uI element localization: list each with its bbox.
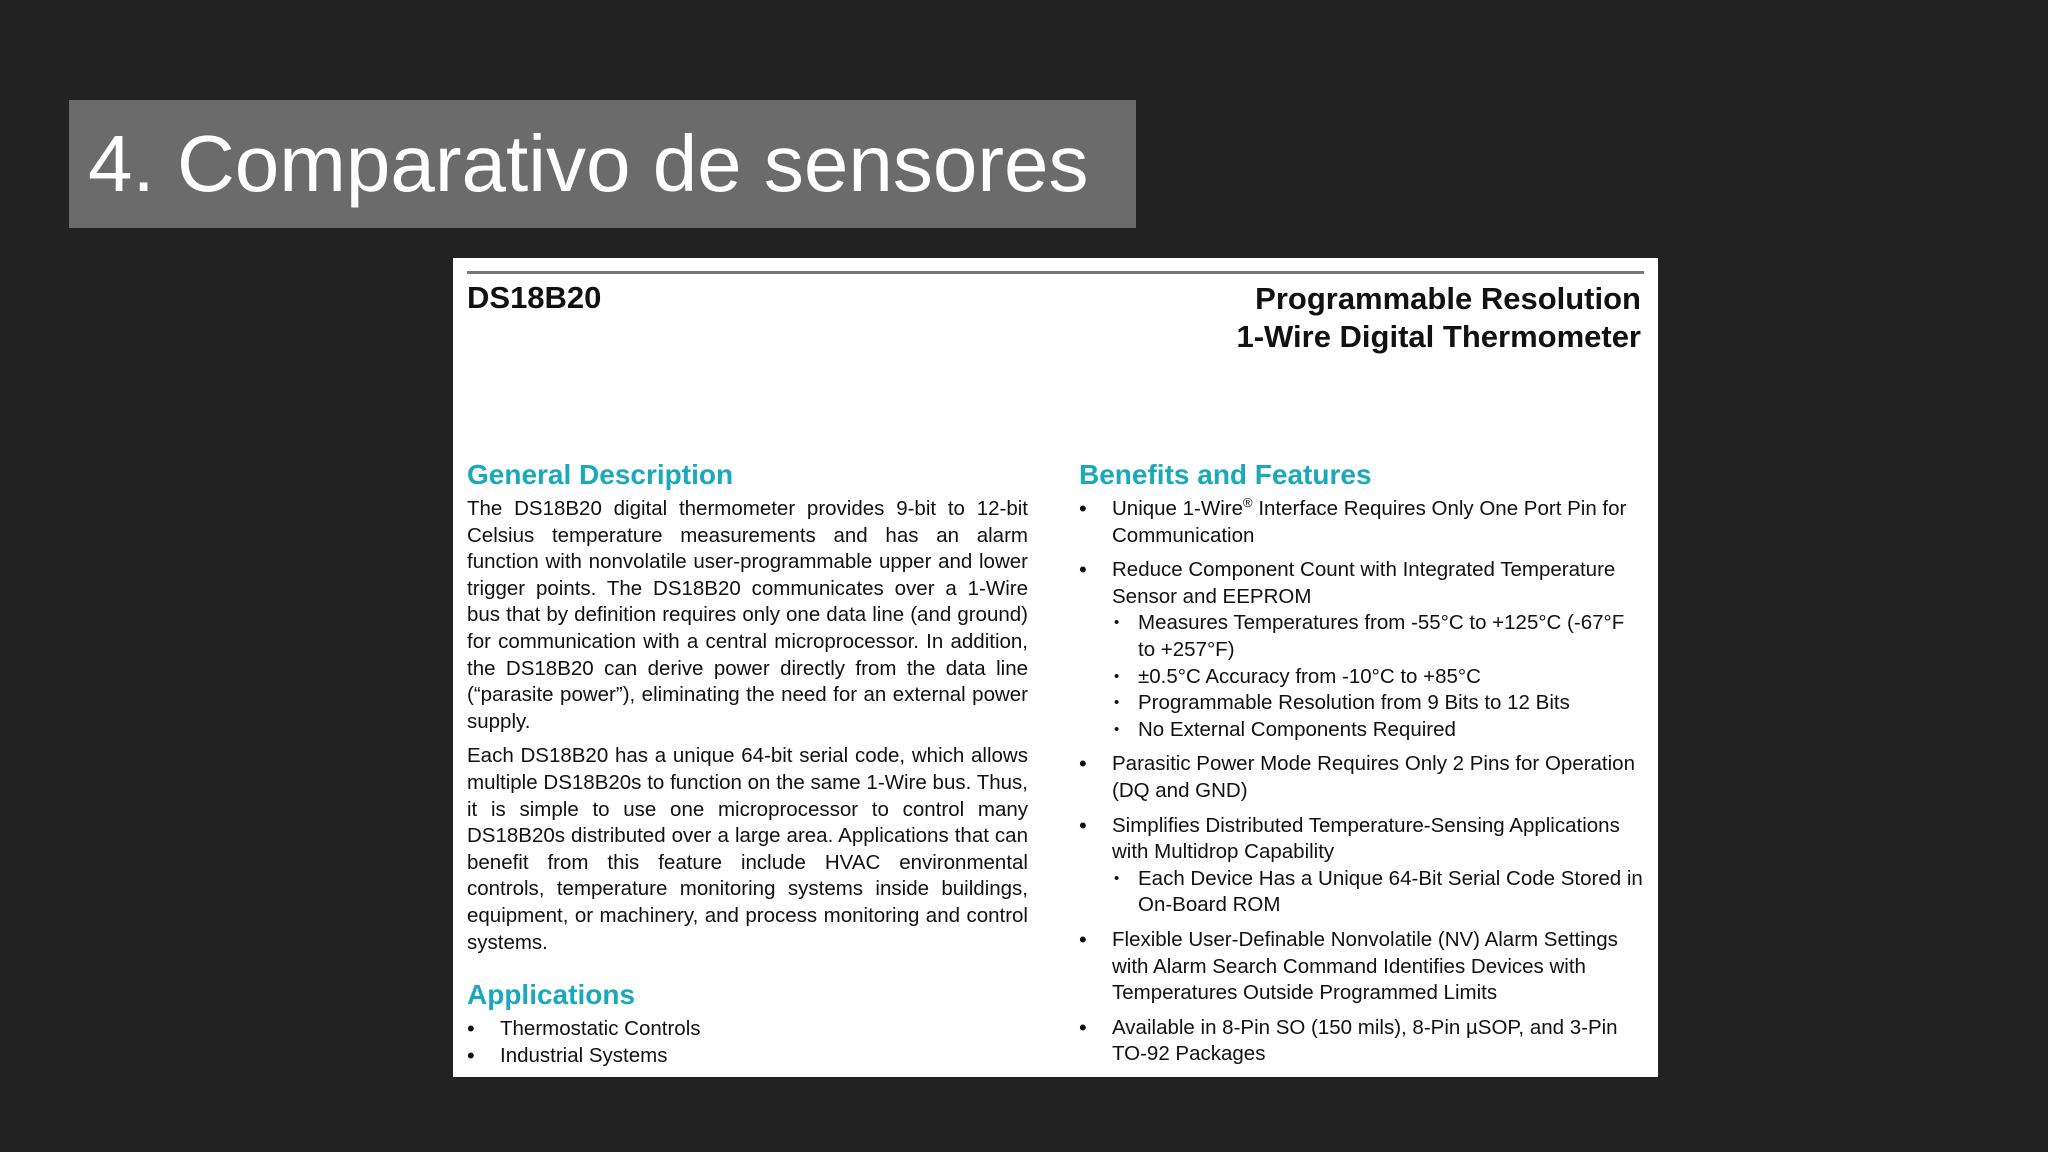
list-item: • Industrial Systems bbox=[467, 1043, 1028, 1070]
sub-list-item: • Measures Temperatures from -55°C to +125°C (-67°F to +257°F) bbox=[1112, 610, 1647, 663]
list-item bbox=[1079, 496, 1647, 549]
datasheet-title-line-1: Programmable Resolution bbox=[1255, 281, 1641, 316]
list-item: • Thermostatic Controls bbox=[467, 1016, 1028, 1043]
header-rule bbox=[467, 271, 1644, 274]
slide-title: 4. Comparativo de sensores bbox=[88, 119, 1089, 208]
sub-list-item: • No External Components Required bbox=[1112, 717, 1647, 744]
general-description-paragraph: Each DS18B20 has a unique 64-bit serial code, which allows multiple DS18B20s to function on the same 1-Wire bus. Thus, it is simple to use one microprocessor to control many DS18B20s distributed over a large area. Applications that can benefit from this feature include HVAC environmental controls, temperature monitoring systems inside buildings, equipment, or machinery, and process monitoring and control systems. bbox=[467, 744, 1028, 954]
sub-list-item: • Programmable Resolution from 9 Bits to 12 Bits bbox=[1112, 690, 1647, 717]
benefit-text: • Reduce Component Count with Integrated Temperature Sensor and EEPROM bbox=[1112, 558, 1616, 608]
applications-list bbox=[467, 1016, 1028, 1069]
datasheet-title bbox=[1236, 280, 1641, 356]
applications-heading: Applications bbox=[467, 979, 636, 1011]
part-number: DS18B20 bbox=[467, 280, 602, 315]
sub-list-item: • ±0.5°C Accuracy from -10°C to +85°C bbox=[1112, 664, 1647, 691]
list-item: • Parasitic Power Mode Requires Only 2 Pins for Operation (DQ and GND) bbox=[1079, 751, 1647, 804]
benefits-heading: Benefits and Features bbox=[1079, 459, 1372, 490]
benefit-text: Unique 1-Wire bbox=[1112, 497, 1244, 520]
sub-list bbox=[1112, 866, 1647, 919]
general-description-heading: General Description bbox=[467, 459, 734, 490]
left-column bbox=[467, 458, 1028, 1069]
benefits-list bbox=[1079, 496, 1647, 1068]
list-item: • Flexible User-Definable Nonvolatile (NV) Alarm Settings with Alarm Search Command Identifies Devices with Temperatures Outside Programmed Limits bbox=[1079, 927, 1647, 1007]
benefit-text: Interface Requires Only One Port Pin for Communication bbox=[1112, 497, 1627, 547]
slide-title-bar bbox=[69, 100, 1136, 228]
list-item bbox=[1079, 557, 1647, 743]
datasheet-image bbox=[453, 258, 1658, 1077]
list-item: • Available in 8-Pin SO (150 mils), 8-Pin µSOP, and 3-Pin TO-92 Packages bbox=[1079, 1015, 1647, 1068]
general-description-paragraph: The DS18B20 digital thermometer provides 9-bit to 12-bit Celsius temperature measurements and has an alarm function with nonvolatile user-programmable upper and lower trigger points. The DS18B20 communicates over a 1-Wire bus that by definition requires only one data line (and ground) for communication with a central microprocessor. In addition, the DS18B20 can derive power directly from the data line (“parasite power”), eliminating the need for an external power supply. bbox=[467, 497, 1028, 733]
registered-mark: ® bbox=[1243, 495, 1253, 511]
datasheet-title-line-2: 1-Wire Digital Thermometer bbox=[1236, 319, 1641, 354]
right-column bbox=[1079, 458, 1647, 1076]
benefit-text: • Simplifies Distributed Temperature-Sensing Applications with Multidrop Capability bbox=[1112, 813, 1620, 864]
sub-list bbox=[1112, 610, 1647, 743]
sub-list-item: • Each Device Has a Unique 64-Bit Serial Code Stored in On-Board ROM bbox=[1112, 866, 1647, 919]
list-item bbox=[1079, 813, 1647, 919]
